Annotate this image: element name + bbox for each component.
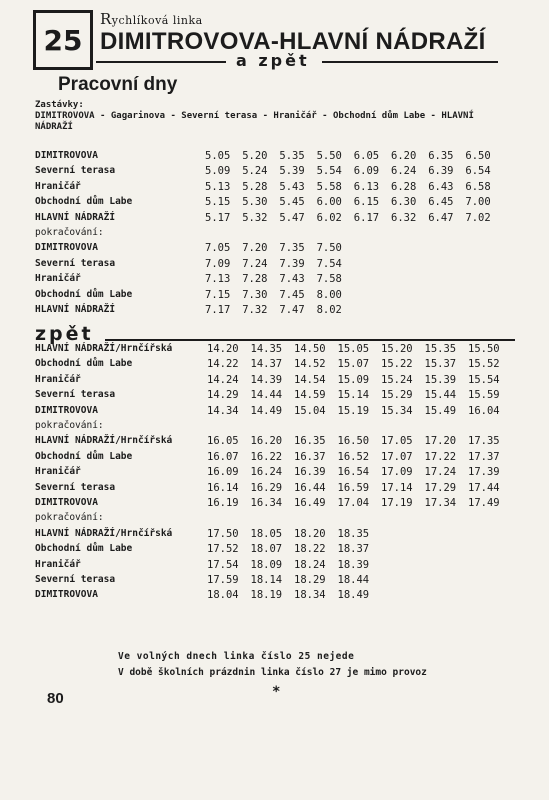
departure-time: 6.30 (391, 196, 417, 209)
departure-time: 7.09 (205, 257, 231, 270)
return-header-rule-left (96, 61, 226, 63)
departure-time: 14.44 (250, 389, 283, 402)
departure-time: 15.14 (337, 389, 370, 402)
return-header-label: a zpět (236, 51, 310, 70)
departure-time: 14.35 (250, 343, 283, 355)
departure-time: 5.05 (205, 150, 231, 162)
departure-time: 18.09 (250, 558, 283, 571)
route-title: DIMITROVOVA-HLAVNÍ NÁDRAŽÍ (100, 28, 486, 55)
departure-time: 5.24 (242, 165, 268, 178)
departure-time: 18.22 (294, 543, 326, 556)
departure-time: 15.52 (468, 358, 500, 371)
departure-time: 17.35 (468, 435, 500, 448)
departure-time: 16.20 (250, 435, 283, 448)
departure-time: 18.44 (337, 574, 370, 586)
departure-time: 7.30 (242, 288, 268, 301)
departure-time: 18.14 (250, 574, 283, 586)
departure-time: 7.32 (242, 304, 268, 316)
departure-time: 7.00 (465, 196, 491, 209)
departure-time: 16.52 (337, 450, 370, 463)
departure-time: 7.35 (279, 242, 305, 255)
departure-time: 7.05 (205, 242, 231, 255)
stop-name: DIMITROVOVA (35, 150, 98, 161)
departure-time: 17.22 (424, 450, 457, 463)
inbound-heading-rule (105, 339, 515, 341)
departure-time: 7.39 (279, 257, 305, 270)
departure-time: 17.14 (381, 481, 413, 494)
stop-name: Obchodní dům Labe (35, 196, 133, 208)
note-line-1: Ve volných dnech linka číslo 25 nejede (118, 651, 355, 662)
departure-time: 16.14 (207, 481, 239, 494)
departure-time: 16.59 (337, 481, 370, 494)
return-header-rule-right (322, 61, 498, 63)
departure-time: 6.47 (428, 211, 454, 224)
departure-time: 7.17 (205, 304, 231, 316)
continuation-text: pokračování: (35, 512, 104, 524)
departure-time: 16.34 (250, 497, 283, 509)
departure-time: 15.20 (381, 343, 413, 355)
departure-time: 6.17 (353, 211, 380, 224)
departure-time: 5.28 (242, 180, 268, 193)
departure-time: 6.50 (465, 150, 491, 162)
departure-time: 14.37 (250, 358, 283, 371)
stop-name: Obchodní dům Labe (35, 450, 133, 462)
departure-time: 16.37 (294, 450, 326, 463)
departure-time: 6.32 (391, 211, 417, 224)
departure-time: 16.39 (294, 466, 326, 479)
departure-time: 6.05 (353, 150, 380, 162)
departure-time: 5.43 (279, 180, 305, 193)
departure-time: 5.47 (279, 211, 305, 224)
departure-time: 17.20 (424, 435, 457, 448)
departure-time: 16.35 (294, 435, 326, 448)
departure-time: 5.39 (279, 165, 305, 178)
departure-time: 15.39 (424, 373, 457, 386)
footer-asterisk: * (272, 684, 281, 700)
departure-time: 14.24 (207, 373, 239, 386)
stop-name: DIMITROVOVA (35, 497, 98, 508)
service-notes (118, 649, 427, 681)
departure-time: 15.09 (337, 373, 370, 386)
departure-time: 16.50 (337, 435, 370, 448)
departure-time: 7.13 (205, 273, 231, 286)
stop-name: HLAVNÍ NÁDRAŽÍ/Hrnčířská (35, 343, 173, 354)
departure-time: 7.20 (242, 242, 268, 255)
line-number-box (33, 10, 93, 70)
departure-time: 15.24 (381, 373, 413, 386)
departure-time: 8.02 (316, 304, 342, 316)
departure-time: 17.49 (468, 497, 500, 509)
stop-name: DIMITROVOVA (35, 404, 98, 416)
departure-time: 16.19 (207, 497, 239, 509)
stop-name: Hraničář (35, 373, 81, 385)
stop-name: Severní terasa (35, 257, 116, 269)
stop-name: Severní terasa (35, 165, 116, 177)
line-number: 25 (43, 24, 83, 57)
departure-time: 17.59 (207, 574, 239, 586)
departure-time: 6.43 (428, 180, 454, 193)
stop-name: HLAVNÍ NÁDRAŽÍ (35, 211, 116, 223)
departure-time: 18.39 (337, 558, 370, 571)
departure-time: 15.07 (337, 358, 370, 371)
departure-time: 16.49 (294, 497, 326, 509)
departure-time: 14.50 (294, 343, 326, 355)
departure-time: 14.29 (207, 389, 239, 402)
departure-time: 15.34 (381, 404, 413, 417)
departure-time: 6.58 (465, 180, 491, 193)
continuation-text: pokračování: (35, 227, 104, 238)
departure-time: 6.28 (391, 180, 417, 193)
departure-time: 15.50 (468, 343, 500, 355)
departure-time: 7.50 (316, 242, 342, 255)
stop-name: Hraničář (35, 466, 81, 478)
departure-time: 15.19 (337, 404, 370, 417)
departure-time: 6.54 (465, 165, 491, 178)
departure-time: 18.05 (250, 527, 283, 540)
line-type-subtitle (100, 10, 203, 28)
departure-time: 15.44 (424, 389, 457, 402)
departure-time: 18.35 (337, 527, 370, 540)
departure-time: 16.04 (468, 404, 500, 417)
departure-time: 5.58 (316, 180, 342, 193)
departure-time: 6.45 (428, 196, 454, 209)
departure-time: 16.24 (250, 466, 283, 479)
departure-time: 15.29 (381, 389, 413, 402)
departure-time: 18.04 (207, 589, 239, 602)
departure-time: 15.49 (424, 404, 457, 417)
departure-time: 7.45 (279, 288, 305, 301)
departure-time: 14.49 (250, 404, 283, 417)
departure-time: 7.24 (242, 257, 268, 270)
departure-time: 6.00 (316, 196, 342, 209)
departure-time: 14.22 (207, 358, 239, 371)
continuation-text: pokračování: (35, 420, 104, 431)
departure-time: 14.59 (294, 389, 326, 402)
subtitle-rest: ychlíková linka (111, 14, 203, 27)
stop-name: Severní terasa (35, 389, 116, 401)
departure-time: 17.37 (468, 450, 500, 463)
stops-label: Zastávky: (35, 100, 84, 110)
departure-time: 17.09 (381, 466, 413, 479)
departure-time: 17.54 (207, 558, 239, 571)
departure-time: 17.19 (381, 497, 413, 509)
stop-name: Obchodní dům Labe (35, 543, 133, 555)
inbound-heading-label: zpět (35, 323, 94, 345)
departure-time: 17.07 (381, 450, 413, 463)
departure-time: 17.52 (207, 543, 239, 556)
departure-time: 17.50 (207, 527, 239, 540)
departure-time: 15.22 (381, 358, 413, 371)
departure-time: 14.34 (207, 404, 239, 417)
departure-time: 7.47 (279, 304, 305, 316)
departure-time: 14.39 (250, 373, 283, 386)
stop-name: DIMITROVOVA (35, 242, 98, 254)
stop-name: Severní terasa (35, 481, 116, 493)
departure-time: 8.00 (316, 288, 342, 301)
departure-time: 18.24 (294, 558, 326, 571)
departure-time: 17.05 (381, 435, 413, 448)
departure-time: 6.13 (353, 180, 380, 193)
departure-time: 5.09 (205, 165, 231, 178)
subtitle-initial: R (100, 10, 112, 28)
departure-time: 16.05 (207, 435, 239, 448)
day-type-heading: Pracovní dny (58, 74, 178, 95)
departure-time: 15.37 (424, 358, 457, 371)
departure-time: 16.54 (337, 466, 370, 479)
departure-time: 6.24 (391, 165, 417, 178)
stop-name: HLAVNÍ NÁDRAŽÍ/Hrnčířská (35, 435, 173, 447)
departure-time: 18.20 (294, 527, 326, 540)
departure-time: 6.02 (316, 211, 342, 224)
departure-time: 15.35 (424, 343, 457, 355)
departure-time: 18.49 (337, 589, 370, 602)
departure-time: 14.20 (207, 343, 239, 355)
departure-time: 15.05 (337, 343, 370, 355)
departure-time: 18.34 (294, 589, 326, 602)
departure-time: 6.15 (353, 196, 380, 209)
departure-time: 5.45 (279, 196, 305, 209)
departure-time: 15.04 (294, 404, 326, 417)
departure-time: 17.34 (424, 497, 457, 509)
departure-time: 5.35 (279, 150, 305, 162)
stop-name: Severní terasa (35, 574, 116, 585)
stop-name: HLAVNÍ NÁDRAŽÍ (35, 304, 116, 315)
departure-time: 14.52 (294, 358, 326, 371)
stop-name: Hraničář (35, 180, 81, 192)
departure-time: 6.09 (353, 165, 380, 178)
departure-time: 14.54 (294, 373, 326, 386)
stop-name: DIMITROVOVA (35, 589, 98, 601)
departure-time: 7.54 (316, 257, 342, 270)
departure-time: 6.39 (428, 165, 454, 178)
departure-time: 18.37 (337, 543, 370, 556)
departure-time: 18.29 (294, 574, 326, 586)
stop-name: Hraničář (35, 273, 81, 285)
route-description: DIMITROVOVA - Gagarinova - Severní terasa - Hraničář - Obchodní dům Labe - HLAVNÍ NÁDRAŽÍ (35, 111, 474, 132)
departure-time: 16.09 (207, 466, 239, 479)
departure-time: 7.43 (279, 273, 305, 286)
departure-time: 17.24 (424, 466, 457, 479)
departure-time: 7.02 (465, 211, 491, 224)
departure-time: 7.58 (316, 273, 342, 286)
departure-time: 16.44 (294, 481, 326, 494)
departure-time: 5.54 (316, 165, 342, 178)
departure-time: 15.59 (468, 389, 500, 402)
stop-name: HLAVNÍ NÁDRAŽÍ/Hrnčířská (35, 527, 173, 539)
departure-time: 18.07 (250, 543, 283, 556)
departure-time: 6.20 (391, 150, 417, 162)
stop-name: Hraničář (35, 558, 81, 570)
departure-time: 5.50 (316, 150, 342, 162)
departure-time: 5.17 (205, 211, 231, 224)
departure-time: 7.15 (205, 288, 231, 301)
page-number: 80 (47, 690, 64, 707)
departure-time: 16.22 (250, 450, 283, 463)
departure-time: 5.15 (205, 196, 231, 209)
stop-name: Obchodní dům Labe (35, 288, 133, 300)
stop-name: Obchodní dům Labe (35, 358, 133, 370)
return-header (96, 52, 498, 72)
departure-time: 5.30 (242, 196, 268, 209)
departure-time: 17.04 (337, 497, 370, 509)
departure-time: 5.13 (205, 180, 231, 193)
departure-time: 17.39 (468, 466, 500, 479)
departure-time: 17.29 (424, 481, 457, 494)
departure-time: 17.44 (468, 481, 500, 494)
departure-time: 18.19 (250, 589, 283, 602)
departure-time: 5.32 (242, 211, 268, 224)
departure-time: 15.54 (468, 373, 500, 386)
departure-time: 16.29 (250, 481, 283, 494)
departure-time: 6.35 (428, 150, 454, 162)
departure-time: 5.20 (242, 150, 268, 162)
note-line-2: V době školních prázdnin linka číslo 27 je mimo provoz (118, 667, 427, 678)
departure-time: 7.28 (242, 273, 268, 286)
departure-time: 16.07 (207, 450, 239, 463)
